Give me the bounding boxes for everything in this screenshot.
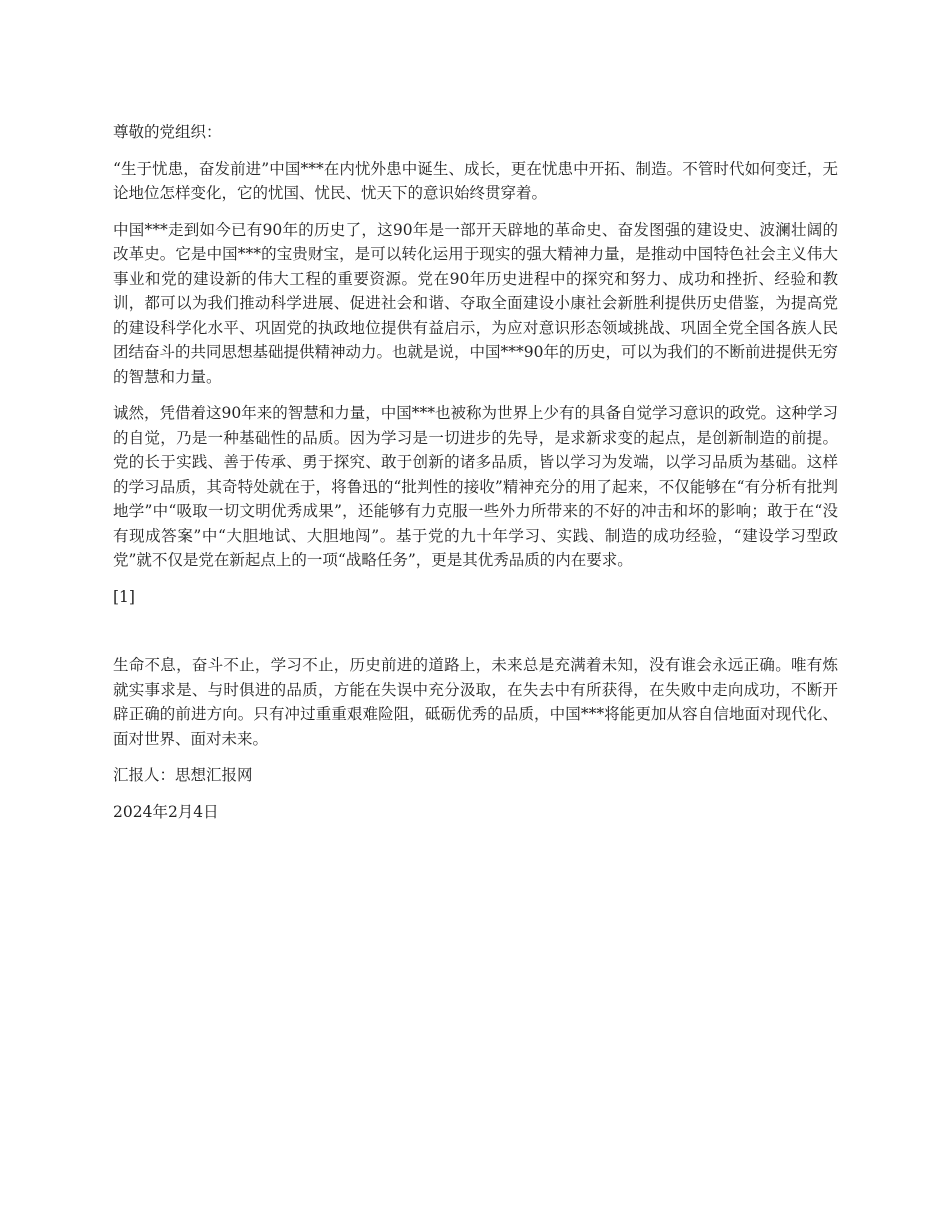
report-date: 2024年2月4日 xyxy=(113,802,219,821)
body-paragraph: 中国***走到如今已有90年的历史了，这90年是一部开天辟地的革命史、奋发图强的建设史、波澜壮阔的改革史。它是中国***的宝贵财宝，是可以转化运用于现实的强大精神力量，是推动中国特色社会主义伟大事业和党的建设新的伟大工程的重要资源。党在90年历史进程中的探究和努力、成功和挫折、经验和教训，都可以为我们推动科学进展、促进社会和谐、夺取全面建设小康社会新胜利提供历史借鉴，为提高党的建设科学化水平、巩固党的执政地位提供有益启示，为应对意识形态领域挑战、巩固全党全国各族人民团结奋斗的共同思想基础提供精神动力。也就是说，中国***90年的历史，可以为我们的不断前进提供无穷的智慧和力量。 xyxy=(113,220,838,386)
closing-paragraph: 生命不息，奋斗不止，学习不止，历史前进的道路上，未来总是充满着未知，没有谁会永远正确。唯有炼就实事求是、与时俱进的品质，方能在失误中充分汲取，在失去中有所获得，在失败中走向成功，不断开辟正确的前进方向。只有冲过重重艰难险阻，砥砺优秀的品质，中国***将能更加从容自信地面对现代化、面对世界、面对未来。 xyxy=(113,656,838,748)
document-page xyxy=(113,120,838,836)
body-paragraph: “生于忧患，奋发前进”中国***在内忧外患中诞生、成长，更在忧患中开拓、制造。不管时代如何变迁，无论地位怎样变化，它的忧国、忧民、忧天下的意识始终贯穿着。 xyxy=(113,159,838,202)
reporter-signature: 汇报人：思想汇报网 xyxy=(113,766,253,784)
body-paragraph: 诚然，凭借着这90年来的智慧和力量，中国***也被称为世界上少有的具备自觉学习意识的政党。这种学习的自觉，乃是一种基础性的品质。因为学习是一切进步的先导，是求新求变的起点，是创新制造的前提。党的长于实践、善于传承、勇于探究、敢于创新的诸多品质，皆以学习为发端，以学习品质为基础。这样的学习品质，其奇特处就在于，将鲁迅的“批判性的接收”精神充分的用了起来，不仅能够在“有分析有批判地学”中“吸取一切文明优秀成果”，还能够有力克服一些外力所带来的不好的冲击和坏的影响；敢于在“没有现成答案”中“大胆地试、大胆地闯”。基于党的九十年学习、实践、制造的成功经验，“建设学习型政党”就不仅是党在新起点上的一项“战略任务”，更是其优秀品质的内在要求。 xyxy=(113,404,838,569)
salutation: 尊敬的党组织： xyxy=(113,123,222,141)
footnote-reference: [1] xyxy=(113,587,135,606)
